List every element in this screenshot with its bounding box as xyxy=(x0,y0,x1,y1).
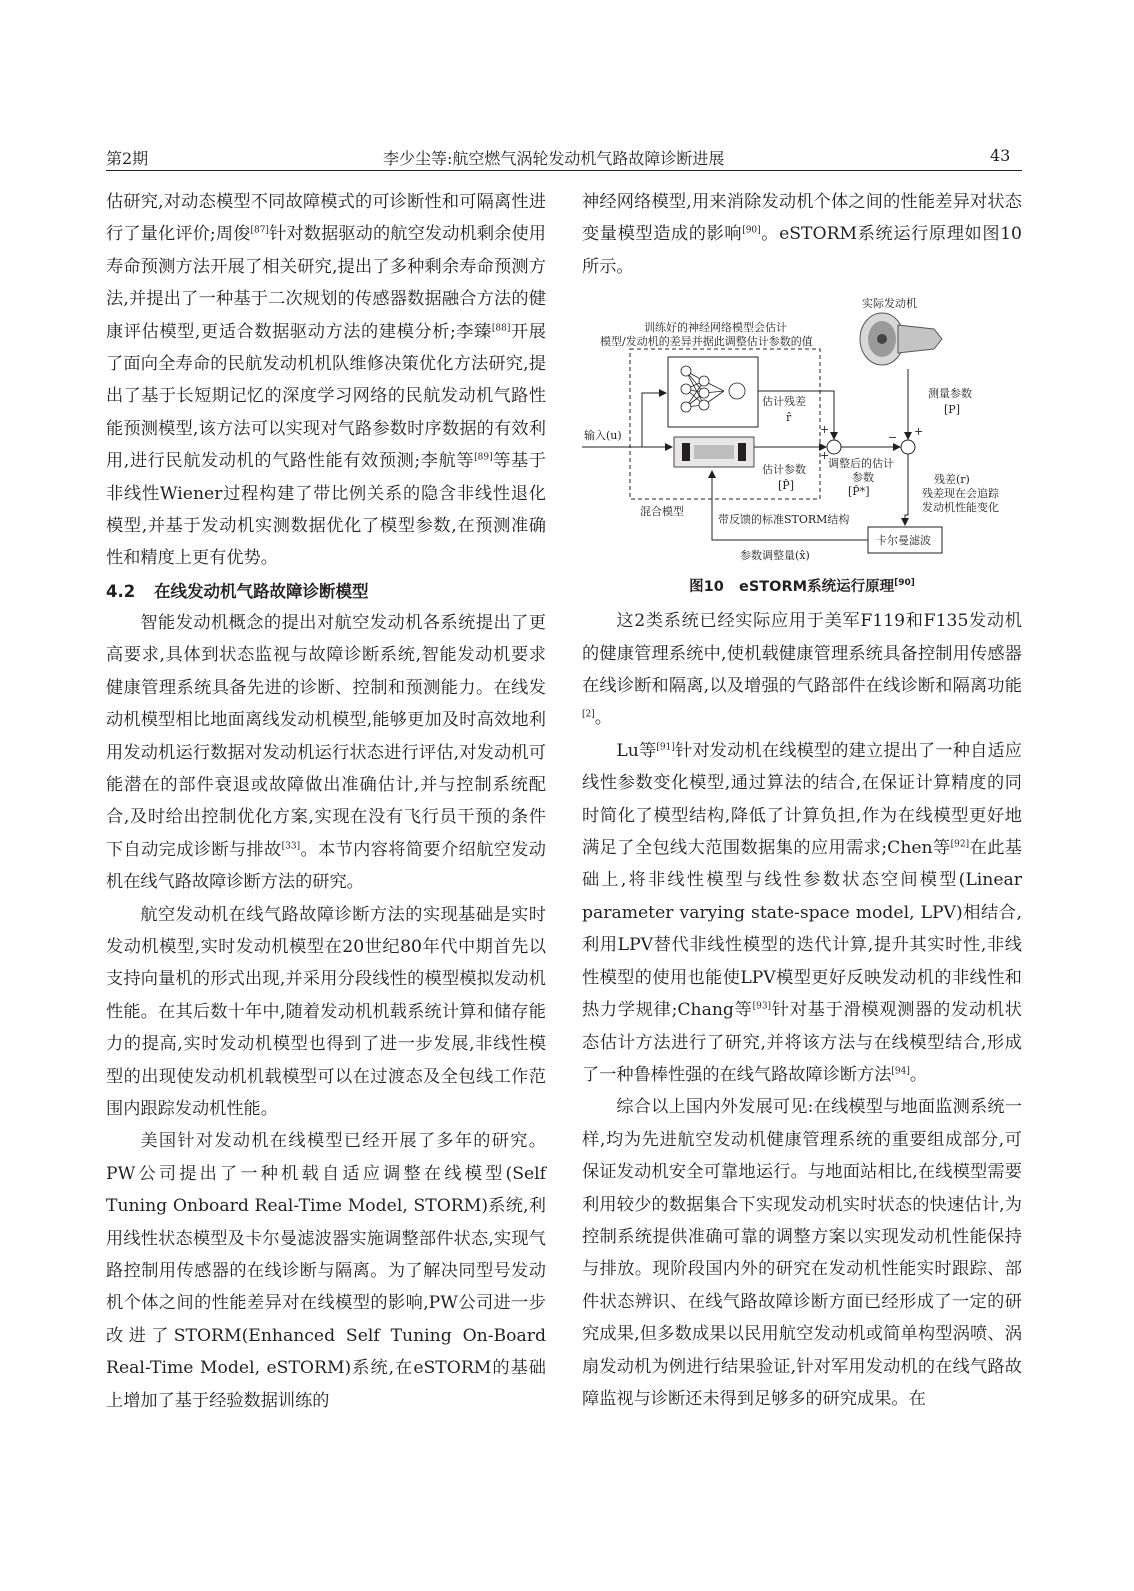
paragraph: Lu等[91]针对发动机在线模型的建立提出了一种自适应线性参数变化模型,通过算法的结合,在保证计算精度的同时简化了模型结构,降低了计算负担,作为在线模型更好地满足了全包线大范围数据集的应用需求;Chen等[92]在此基础上,将非线性模型与线性参数状态空间模型(Linear parameter varying state-space model, LPV)相结合,利用LPV替代非线性模型的迭代计算,提升其实时性,非线性模型的使用也能使LPV模型更好反映发动机的非线性和热力学规律;Chang等[93]针对基于滑模观测器的发动机状态估计方法进行了研究,并将该方法与在线模型结合,形成了一种鲁棒性强的在线气路故障诊断方法[94]。 xyxy=(582,740,1022,1085)
figure-label: [P̂] xyxy=(778,479,794,493)
section-number: 4.2 xyxy=(106,581,136,601)
citation: [33] xyxy=(281,840,301,851)
section-heading xyxy=(106,577,546,607)
figure-caption: 图10 eSTORM系统运行原理[90] xyxy=(689,578,915,596)
section-title: 在线发动机气路故障诊断模型 xyxy=(154,581,369,601)
figure-label: 调整后的估计 xyxy=(828,457,894,471)
figure-label: 实际发动机 xyxy=(862,297,917,311)
paragraph: 综合以上国内外发展可见:在线模型与地面监测系统一样,均为先进航空发动机健康管理系统的重要组成部分,可保证发动机安全可靠地运行。与地面站相比,在线模型需要利用较少的数据集合下实现发动机实时状态的快速估计,为控制系统提供准确可靠的调整方案以实现发动机性能保持与排放。现阶段国内外的研究在发动机性能实时跟踪、部件状态辨识、在线气路故障诊断方面已经形成了一定的研究成果,但多数成果以民用航空发动机或简单构型涡喷、涡扇发动机为例进行结果验证,针对军用发动机的在线气路故障监视与诊断还未得到足够多的研究成果。在 xyxy=(582,1097,1022,1409)
figure-label: 发动机性能变化 xyxy=(922,501,999,515)
figure-label: 输入(u) xyxy=(584,429,622,443)
citation: [2] xyxy=(582,709,595,720)
sum-junction-residual xyxy=(901,440,915,454)
figure-label: + xyxy=(914,425,924,439)
figure-label: 训练好的神经网络模型会估计 xyxy=(644,321,787,335)
paragraph: 智能发动机概念的提出对航空发动机各系统提出了更高要求,具体到状态监视与故障诊断系统,智能发动机要求健康管理系统具备先进的诊断、控制和预测能力。在线发动机模型相比地面离线发动机模型,能够更加及时高效地利用发动机运行数据对发动机运行状态进行评估,对发动机可能潜在的部件衰退或故障做出准确估计,并与控制系统配合,及时给出控制优化方案,实现在没有飞行员干预的条件下自动完成诊断与排故[33]。本节内容将简要介绍航空发动机在线气路故障诊断方法的研究。 xyxy=(106,612,546,893)
citation: [87] xyxy=(250,225,269,236)
paragraph: 估研究,对动态模型不同故障模式的可诊断性和可隔离性进行了量化评价;周俊[87]针对数据驱动的航空发动机剩余使用寿命预测方法开展了相关研究,提出了多种剩余寿命预测方法,并提出了一种基于二次规划的传感器数据融合方法的健康评估模型,更适合数据驱动方法的建模分析;李臻[88]开展了面向全寿命的民航发动机机队维修决策优化方法研究,提出了基于长短期记忆的深度学习网络的民航发动机气路性能预测模型,该方法可以实现对气路参数时序数据的有效利用,进行民航发动机的气路性能有效预测;李航等[89]等基于非线性Wiener过程构建了带比例关系的隐含非线性退化模型,并基于发动机实测数据优化了模型参数,在预测准确性和精度上更有优势。 xyxy=(106,192,546,569)
figure-label: 参数调整量(x̂) xyxy=(740,549,810,563)
citation: [92] xyxy=(950,839,970,850)
right-column xyxy=(582,186,1022,1415)
citation: [90] xyxy=(894,578,915,589)
real-engine-icon xyxy=(860,313,942,365)
figure-label: r̂ xyxy=(786,411,792,425)
citation: [89] xyxy=(474,452,493,463)
figure-estorm-diagram xyxy=(582,297,1022,569)
left-column xyxy=(106,186,546,1417)
figure-label: − xyxy=(888,431,898,445)
paragraph: 美国针对发动机在线模型已经开展了多年的研究。PW公司提出了一种机载自适应调整在线模型(Self Tuning Onboard Real-Time Model, STORM)系统,利用线性状态模型及卡尔曼滤波器实施调整部件状态,实现气路控制用传感器的在线诊断与隔离。为了解决同型号发动机个体之间的性能差异对在线模型的影响,PW公司进一步改进了STORM(Enhanced Self Tuning On-Board Real-Time Model, eSTORM)系统,在eSTORM的基础上增加了基于经验数据训练的 xyxy=(106,1131,546,1411)
page-number: 43 xyxy=(990,146,1011,165)
estorm-block-diagram xyxy=(582,297,1022,569)
running-title: 李少尘等:航空燃气涡轮发动机气路故障诊断进展 xyxy=(383,149,725,168)
figure-label: 测量参数 xyxy=(928,387,972,401)
citation: [90] xyxy=(742,225,761,236)
paragraph: 这2类系统已经实际应用于美军F119和F135发动机的健康管理系统中,使机载健康管理系统具备控制用传感器在线诊断和隔离,以及增强的气路部件在线诊断和隔离功能[2]。 xyxy=(582,611,1022,729)
figure-label: 混合模型 xyxy=(640,505,684,519)
figure-label: 模型/发动机的差异并据此调整估计参数的值 xyxy=(600,335,813,349)
paragraph: 神经网络模型,用来消除发动机个体之间的性能差异对状态变量模型造成的影响[90]。eSTORM系统运行原理如图10所示。 xyxy=(582,192,1022,277)
figure-label: 参数 xyxy=(852,471,874,485)
header-rule xyxy=(106,170,1022,171)
citation: [94] xyxy=(891,1066,910,1077)
figure-label: [P] xyxy=(944,403,960,417)
figure-label: 残差(r) xyxy=(934,473,970,487)
citation: [93] xyxy=(752,1001,772,1012)
figure-label: 带反馈的标准STORM结构 xyxy=(718,513,850,527)
issue-label: 第2期 xyxy=(106,149,149,168)
citation: [88] xyxy=(491,322,511,333)
figure-label: 卡尔曼滤波 xyxy=(876,534,931,548)
figure-label: 残差现在会追踪 xyxy=(922,487,999,501)
figure-label: [P̂*] xyxy=(848,485,870,499)
figure-label: + xyxy=(820,449,830,463)
citation: [91] xyxy=(656,742,675,753)
figure-label: + xyxy=(820,423,830,437)
engine-model-icon xyxy=(674,437,754,467)
paragraph: 航空发动机在线气路故障诊断方法的实现基础是实时发动机模型,实时发动机模型在20世纪80年代中期首先以支持向量机的形式出现,并采用分段线性的模型模拟发动机性能。在其后数十年中,随着发动机机载系统计算和储存能力的提高,实时发动机模型也得到了进一步发展,非线性模型的出现使发动机机载模型可以在过渡态及全包线工作范围内跟踪发动机性能。 xyxy=(106,904,546,1119)
figure-label: 估计参数 xyxy=(762,463,806,477)
figure-label: 估计残差 xyxy=(762,395,806,409)
